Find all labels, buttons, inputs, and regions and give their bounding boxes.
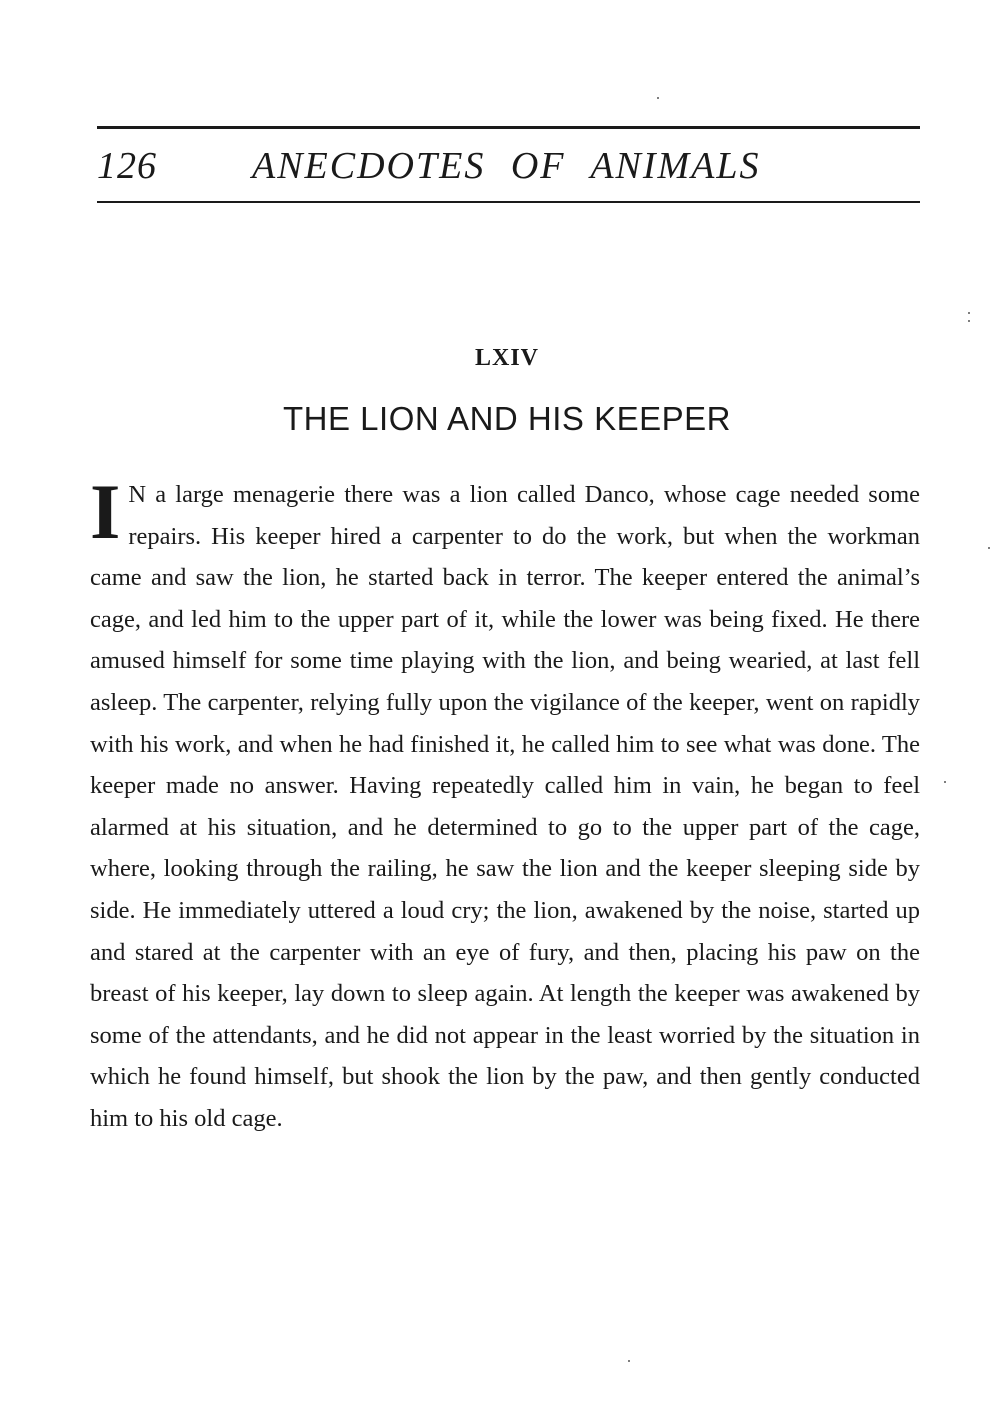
paper-speck [628, 1360, 630, 1362]
paper-speck [944, 781, 946, 783]
drop-cap: I [90, 468, 121, 555]
header-top-rule [97, 126, 920, 129]
paper-speck [968, 312, 970, 314]
header-bottom-rule [97, 201, 920, 203]
page-number: 126 [97, 145, 157, 187]
paper-speck [988, 547, 990, 549]
chapter-title: THE LION AND HIS KEEPER [283, 400, 731, 437]
book-title: ANECDOTES OF ANIMALS [252, 145, 761, 187]
body-paragraph [90, 468, 920, 1140]
body-text: N a large menagerie there was a lion called Danco, whose cage needed some repairs. His keeper hired a carpenter to do the work, but when the workman came and saw the lion, he started back in terror. The keeper entered the animal’s cage, and led him to the upper part of it, while the lower was being fixed. He there amused himself for some time playing with the lion, and being wearied, at last fell asleep. The carpenter, relying fully upon the vigilance of the keeper, went on rapidly with his work, and when he had finished it, he called him to see what was done. The keeper made no answer. Having repeatedly called him in vain, he began to feel alarmed at his situation, and he determined to go to the upper part of the cage, where, looking through the railing, he saw the lion and the keeper sleeping side by side. He immediately uttered a loud cry; the lion, awakened by the noise, started up and stared at the carpenter with an eye of fury, and then, placing his paw on the breast of his keeper, lay down to sleep again. At length the keeper was awakened by some of the attendants, and he did not appear in the least worried by the situation in which he found himself, but shook the lion by the paw, and then gently conducted him to his old cage. [90, 481, 920, 1132]
chapter-number: LXIV [474, 345, 539, 371]
paper-speck [657, 97, 659, 99]
paper-speck [968, 320, 970, 322]
running-head [97, 138, 920, 194]
